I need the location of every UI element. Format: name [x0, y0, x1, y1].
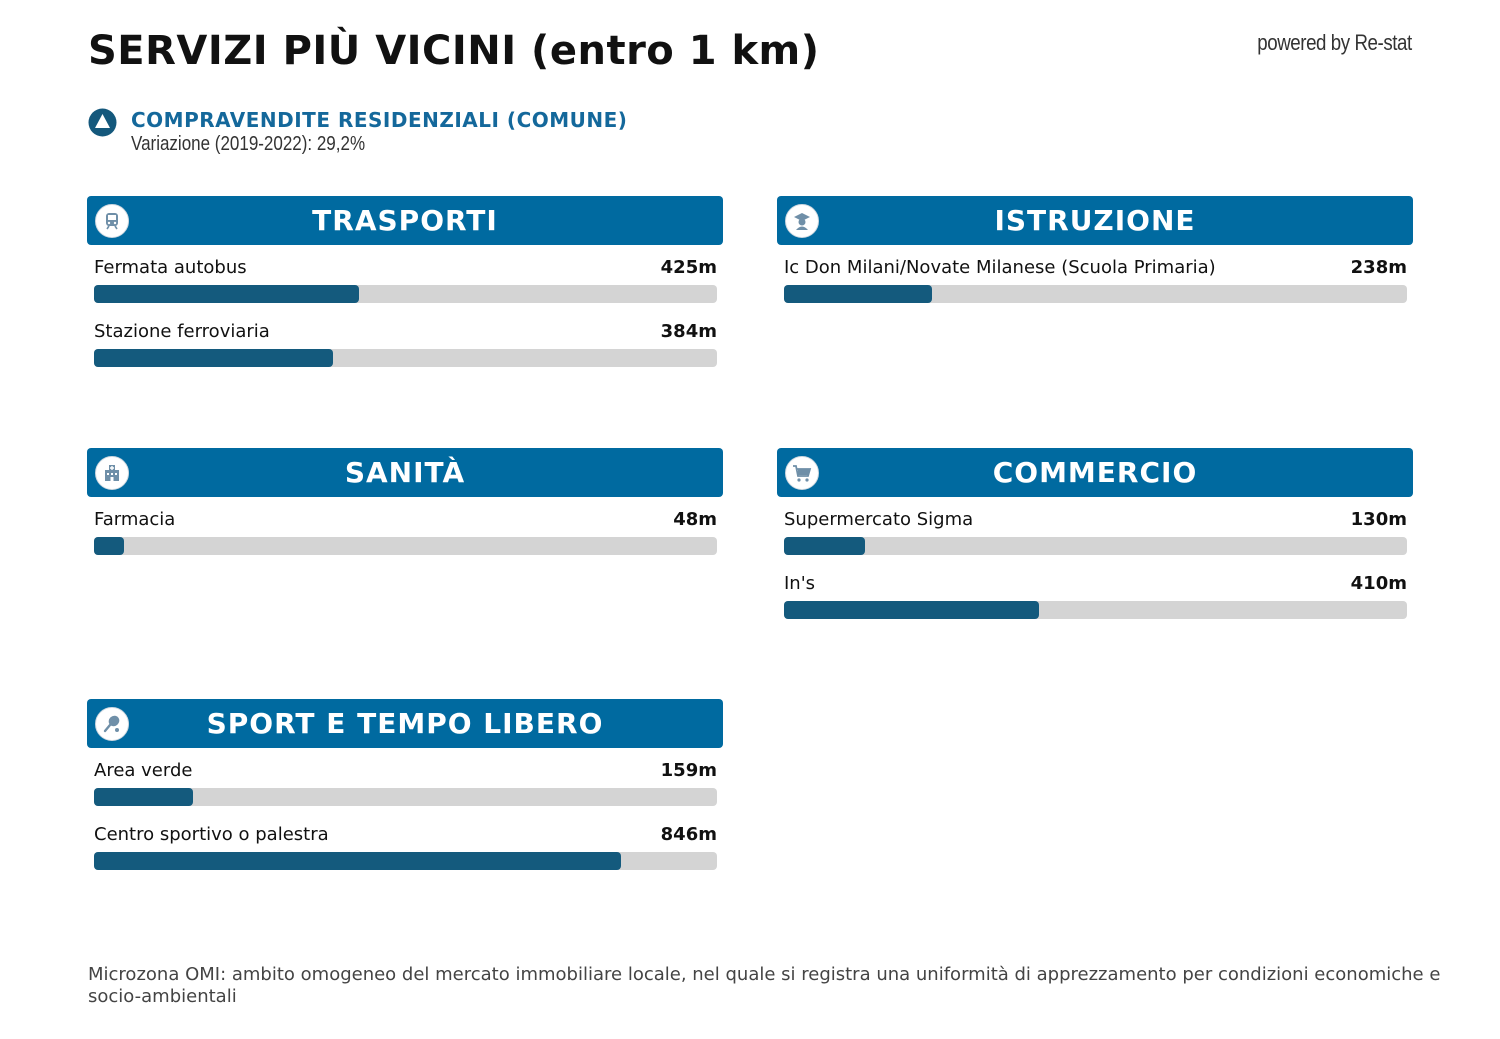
distance-bar [784, 601, 1039, 619]
panel-title: SPORT E TEMPO LIBERO [206, 707, 604, 740]
service-name: Supermercato Sigma [784, 509, 974, 530]
panel-title: SANITÀ [344, 456, 466, 489]
hospital-icon [95, 456, 129, 490]
distance-bar [94, 788, 193, 806]
service-row [94, 812, 717, 876]
panel-header [87, 448, 723, 497]
powered-by-label: powered by Re-stat [1257, 30, 1412, 55]
distance-bar [94, 349, 333, 367]
panel-sanita [87, 448, 723, 561]
student-icon [785, 204, 819, 238]
distance-bar [784, 537, 865, 555]
panel-header [87, 699, 723, 748]
panel-header [87, 196, 723, 245]
distance-bar [94, 852, 621, 870]
distance-bar [94, 537, 124, 555]
panel-title: TRASPORTI [312, 204, 498, 237]
service-row [94, 309, 717, 373]
service-name: Stazione ferroviaria [94, 321, 270, 342]
footnote: Microzona OMI: ambito omogeneo del mercato immobiliare locale, nel quale si registra una uniformità di apprezzamento per condizioni economiche e socio-ambientali [88, 964, 1441, 1007]
distance-label: 159m [660, 760, 717, 781]
panel-title: COMMERCIO [992, 456, 1198, 489]
service-row [94, 748, 717, 812]
triangle-up-icon [88, 108, 117, 137]
distance-label: 48m [673, 509, 717, 530]
distance-bar [784, 285, 932, 303]
service-row [784, 245, 1407, 309]
tennis-racket-icon [95, 707, 129, 741]
train-icon [95, 204, 129, 238]
service-name: Ic Don Milani/Novate Milanese (Scuola Primaria) [784, 257, 1216, 278]
panel-commercio [777, 448, 1413, 625]
distance-bar [94, 285, 359, 303]
service-name: Area verde [94, 760, 193, 781]
distance-bar-track [94, 285, 717, 303]
service-row [784, 497, 1407, 561]
service-row [784, 561, 1407, 625]
cart-icon [785, 456, 819, 490]
panel-title: ISTRUZIONE [994, 204, 1196, 237]
distance-label: 410m [1350, 573, 1407, 594]
distance-bar-track [94, 852, 717, 870]
distance-bar-track [784, 601, 1407, 619]
distance-label: 846m [660, 824, 717, 845]
distance-label: 130m [1350, 509, 1407, 530]
distance-bar-track [784, 285, 1407, 303]
summary-subtitle: Variazione (2019-2022): 29,2% [131, 133, 366, 155]
panel-trasporti [87, 196, 723, 373]
service-name: Centro sportivo o palestra [94, 824, 329, 845]
distance-label: 384m [660, 321, 717, 342]
service-name: In's [784, 573, 816, 594]
service-row [94, 497, 717, 561]
distance-bar-track [94, 788, 717, 806]
panel-istruzione [777, 196, 1413, 309]
service-name: Fermata autobus [94, 257, 247, 278]
service-row [94, 245, 717, 309]
distance-bar-track [94, 537, 717, 555]
distance-bar-track [784, 537, 1407, 555]
distance-bar-track [94, 349, 717, 367]
panel-sport [87, 699, 723, 876]
service-name: Farmacia [94, 509, 176, 530]
panel-header [777, 196, 1413, 245]
page-title: SERVIZI PIÙ VICINI (entro 1 km) [88, 28, 820, 74]
distance-label: 238m [1350, 257, 1407, 278]
summary-title: COMPRAVENDITE RESIDENZIALI (COMUNE) [131, 108, 628, 132]
panel-header [777, 448, 1413, 497]
distance-label: 425m [660, 257, 717, 278]
